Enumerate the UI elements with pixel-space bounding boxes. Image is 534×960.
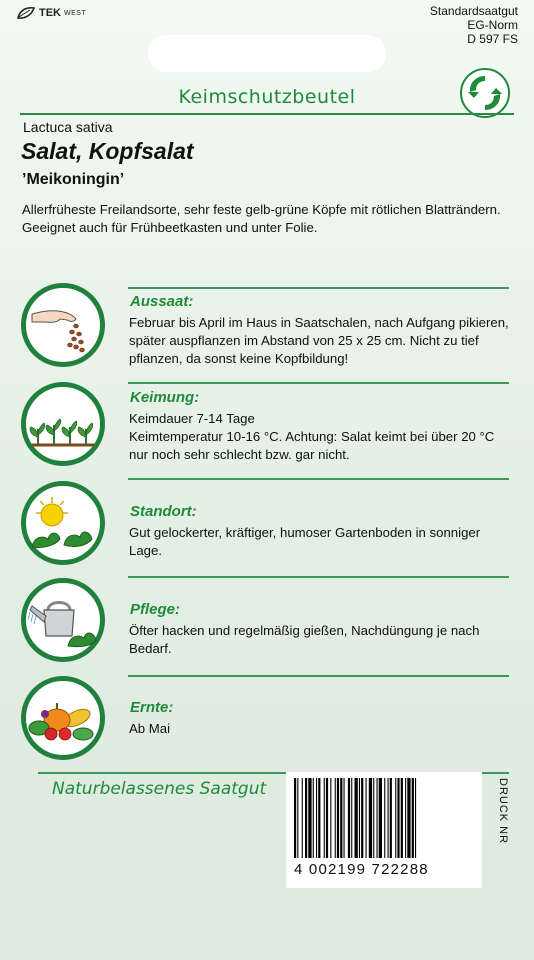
keimschutz-title: Keimschutzbeutel [178,86,356,108]
barcode-bar [415,778,416,858]
section-divider [128,382,509,384]
barcode-bar [351,778,352,858]
latin-name: Lactuca sativa [23,119,113,135]
section-text-standort: Gut gelockerter, kräftiger, humoser Gartenboden in sonniger Lage. [129,525,481,558]
barcode-bar [405,778,406,858]
product-name: Salat, Kopfsalat [21,138,194,164]
section-divider [128,478,509,480]
seedlings-icon [28,399,98,449]
barcode-bar [369,778,372,858]
section-title-aussaat: Aussaat: [130,293,194,310]
barcode-bar [308,778,311,858]
barcode-bar [355,778,358,858]
section-divider [128,675,509,677]
section-divider [128,287,509,289]
barcode-bar [302,778,303,858]
barcode-bar [412,778,414,858]
logo-text: TEK [39,7,61,19]
barcode-bar [359,778,360,858]
section-icon-circle-standort [21,481,105,565]
sun-plants-icon [28,493,98,553]
barcode-bar [340,778,342,858]
section-icon-circle-pflege [21,578,105,662]
section-title-pflege: Pflege: [130,601,181,618]
barcode-bar [316,778,317,858]
druck-nr: DRUCK NR [497,778,509,845]
barcode-bar [297,778,298,858]
barcode-bar [395,778,396,858]
section-title-ernte: Ernte: [130,699,174,716]
barcode-bar [318,778,320,858]
product-description: Allerfrüheste Freilandsorte, sehr feste gelb-grüne Köpfe mit rötlichen Blatträndern. Geeignet auch für Frühbeetkasten und unter Folie. [22,202,501,235]
natur-saatgut-slogan: Naturbelassenes Saatgut [52,779,267,799]
barcode-bar [324,778,325,858]
barcode-bar [379,778,382,858]
top-divider [20,113,514,115]
green-dot-recycle-icon [460,68,510,118]
barcode-bar [384,778,385,858]
section-icon-circle-keimung [21,382,105,466]
leaf-logo-icon [16,6,36,20]
watering-can-icon [28,592,98,648]
barcode-bars [286,772,482,862]
section-title-keimung: Keimung: [130,389,200,406]
barcode-bar [330,778,331,858]
variety-name: ’Meikoningin’ [22,171,125,188]
barcode-bar [366,778,367,858]
barcode-bar [344,778,345,858]
barcode-bar [313,778,314,858]
section-icon-circle-ernte [21,676,105,760]
tekwest-logo [16,6,86,20]
barcode-bar [388,778,389,858]
barcode-bar [397,778,399,858]
barcode-bar [390,778,392,858]
harvest-vegetables-icon [27,690,99,746]
section-text-pflege: Öfter hacken und regelmäßig gießen, Nachdüngung je nach Bedarf. [129,623,480,656]
sowing-hand-icon [30,292,96,358]
barcode-bar [305,778,307,858]
barcode-bar [373,778,374,858]
standard-line-3: D 597 FS [467,32,518,46]
section-text-keimung: Keimdauer 7-14 Tage Keimtemperatur 10-16 °C. Achtung: Salat keimt bei über 20 °C nur noch sehr schlecht bzw. gar nicht. [129,411,495,462]
standard-info [430,4,518,46]
barcode-bar [348,778,350,858]
section-icon-circle-aussaat [21,283,105,367]
section-text-ernte: Ab Mai [129,721,171,736]
logo-sub: WEST [64,9,87,17]
barcode-bar [377,778,378,858]
standard-line-1: Standardsaatgut [429,4,518,18]
ean-number: 4 002199 722288 [294,861,429,878]
barcode-bar [401,778,403,858]
barcode-bar [326,778,328,858]
standard-line-2: EG-Norm [467,18,518,32]
label-field [148,35,386,72]
section-text-aussaat: Februar bis April im Haus in Saatschalen, nach Aufgang pikieren, später auspflanzen im Abstand von 25 x 25 cm. Nicht zu tief pflanzen, da sonst keine Kopfbildung! [129,315,509,366]
barcode-bar [335,778,336,858]
section-divider [128,576,509,578]
barcode-bar [337,778,339,858]
barcode-bar [294,778,296,858]
barcode-bar [407,778,410,858]
barcode-bar [361,778,363,858]
section-title-standort: Standort: [130,503,197,520]
